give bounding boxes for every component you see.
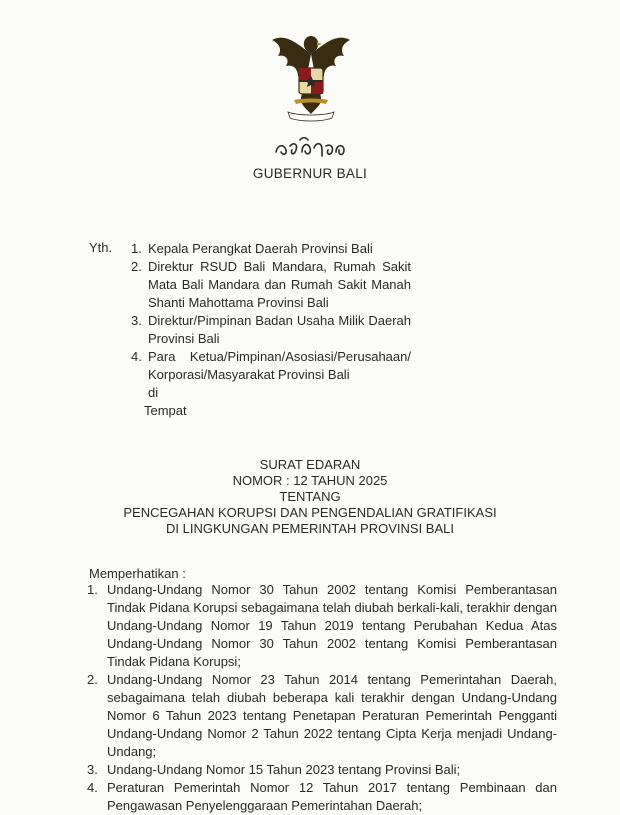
- recipient-text: Direktur/Pimpinan Badan Usaha Milik Daerah Provinsi Bali: [148, 313, 411, 346]
- recipient-text: Kepala Perangkat Daerah Provinsi Bali: [148, 241, 373, 256]
- recipient-place: Tempat: [144, 403, 187, 418]
- circular-title-block: [0, 457, 620, 537]
- document-scope: DI LINGKUNGAN PEMERINTAH PROVINSI BALI: [166, 521, 454, 536]
- list-text: Undang-Undang Nomor 15 Tahun 2023 tentang Provinsi Bali;: [107, 762, 461, 777]
- yth-label: Yth.: [89, 240, 113, 255]
- list-text: Peraturan Pemerintah Nomor 12 Tahun 2017 tentang Pembinaan dan Pengawasan Penyelenggaraan Pemerintahan Daerah;: [107, 780, 557, 813]
- document-type: SURAT EDARAN: [259, 457, 361, 472]
- recipient-number: 4.: [131, 349, 142, 364]
- list-number: 3.: [87, 762, 98, 777]
- intro-heading: Memperhatikan :: [89, 566, 186, 581]
- list-text: Undang-Undang Nomor 30 Tahun 2002 tentang Komisi Pemberantasan Tindak Pidana Korupsi sebagaimana telah diubah berkali-kali, terakhir dengan Undang-Undang Nomor 19 Tahun 2019 tentang Perubahan Kedua Atas Undang-Undang Nomor 30 Tahun 2002 tentang Komisi Pemberantasan Tindak Pidana Korupsi;: [107, 582, 557, 669]
- recipient-number: 1.: [131, 241, 142, 256]
- list-number: 4.: [87, 780, 98, 795]
- document-subject: PENCEGAHAN KORUPSI DAN PENGENDALIAN GRATIFIKASI: [123, 505, 497, 520]
- list-item: [87, 761, 557, 779]
- recipient-di: di: [148, 385, 159, 400]
- recipient-number: 2.: [131, 259, 142, 274]
- recipient-number: 3.: [131, 313, 142, 328]
- list-number: 2.: [87, 672, 98, 687]
- list-text: Undang-Undang Nomor 23 Tahun 2014 tentang Pemerintahan Daerah, sebagaimana telah diubah beberapa kali terakhir dengan Undang-Undang Nomor 6 Tahun 2023 tentang Penetapan Peraturan Pemerintah Pengganti Undang-Undang Nomor 2 Tahun 2022 tentang Cipta Kerja menjadi Undang-Undang;: [107, 672, 557, 759]
- list-item: [87, 581, 557, 671]
- balinese-script-icon: [272, 134, 352, 162]
- recipient-item: [131, 258, 411, 312]
- considerations-list: [87, 581, 557, 815]
- recipient-item: [131, 348, 411, 384]
- document-about: TENTANG: [279, 489, 341, 504]
- list-item: [87, 779, 557, 815]
- list-number: 1.: [87, 582, 98, 597]
- recipient-item: [131, 312, 411, 348]
- recipient-text: Direktur RSUD Bali Mandara, Rumah Sakit Mata Bali Mandara dan Rumah Sakit Manah Shanti Mahottama Provinsi Bali: [148, 259, 411, 310]
- document-number: NOMOR : 12 TAHUN 2025: [232, 473, 388, 488]
- garuda-emblem-icon: [262, 24, 360, 124]
- recipient-text: Para Ketua/Pimpinan/Asosiasi/Perusahaan/ Korporasi/Masyarakat Provinsi Bali: [148, 349, 411, 382]
- recipient-list: [131, 240, 411, 420]
- governor-title: GUBERNUR BALI: [252, 166, 368, 181]
- list-item: [87, 671, 557, 761]
- recipient-item: [131, 240, 411, 258]
